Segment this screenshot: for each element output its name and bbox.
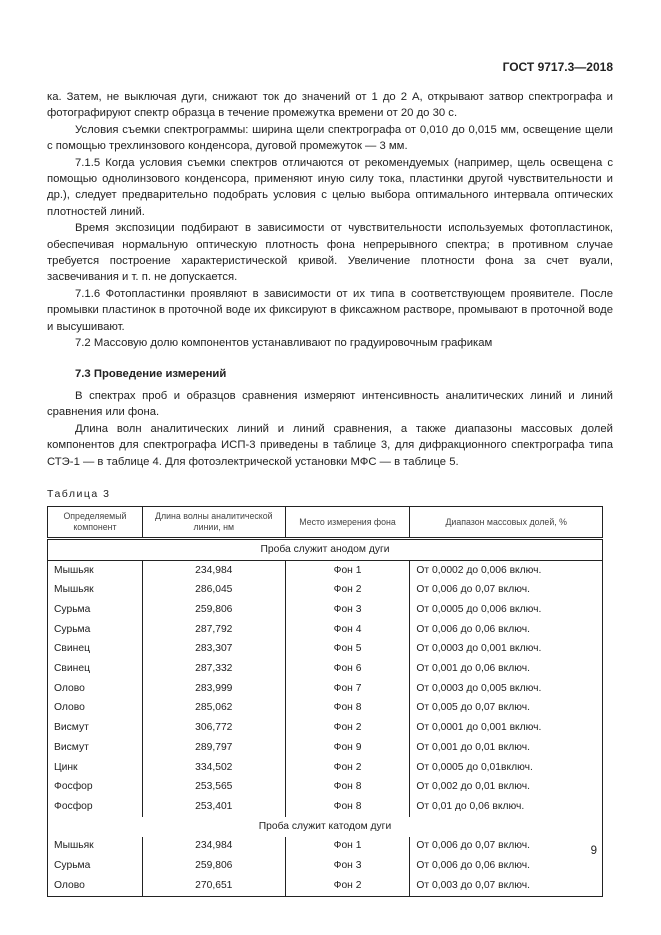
table-header-row (48, 507, 603, 539)
table-cell: От 0,005 до 0,07 включ. (410, 699, 603, 719)
table-cell: Висмут (48, 719, 143, 739)
table-cell: Фон 2 (285, 719, 410, 739)
table-cell: 234,984 (142, 837, 285, 857)
table-cell: Свинец (48, 659, 143, 679)
table-cell: Фон 3 (285, 600, 410, 620)
table-cell: От 0,001 до 0,06 включ. (410, 659, 603, 679)
table-cell: Фон 2 (285, 581, 410, 601)
table-cell: Фон 1 (285, 561, 410, 581)
paragraph: ка. Затем, не выключая дуги, снижают ток до значений от 1 до 2 А, открывают затвор спектрографа и фотографируют спектр образца в течение промежутка времени от 20 до 30 с. (47, 91, 613, 120)
table-cell: Олово (48, 699, 143, 719)
table-row (48, 600, 603, 620)
table-section-row (48, 817, 603, 837)
table-cell: 287,792 (142, 620, 285, 640)
table-cell: От 0,0003 до 0,001 включ. (410, 640, 603, 660)
paragraph: Время экспозиции подбирают в зависимости от чувствительности используемых фотопластинок, обеспечивая нормальную оптическую плотность фона непрерывного спектра; в противном случае требуется построение характеристической кривой. Увеличение плотности фона за счет вуали, засвечивания и т. п. не допускается. (47, 222, 613, 284)
table-row (48, 699, 603, 719)
table-row (48, 620, 603, 640)
paragraph: 7.1.6 Фотопластинки проявляют в зависимости от их типа в соответствующем проявителе. После промывки пластинок в проточной воде их фиксируют в фиксажном растворе, промывают в проточной воде и высушивают. (47, 287, 613, 333)
table-cell: От 0,006 до 0,07 включ. (410, 837, 603, 857)
table-cell: Фон 8 (285, 797, 410, 817)
table-cell: Фон 2 (285, 758, 410, 778)
paragraph: Условия съемки спектрограммы: ширина щели спектрографа от 0,010 до 0,015 мм, освещение щели с помощью трехлинзового конденсора, дуговой промежуток — 3 мм. (47, 123, 613, 153)
table-cell: 234,984 (142, 561, 285, 581)
table-row (48, 719, 603, 739)
table-row (48, 561, 603, 581)
table-cell: 289,797 (142, 738, 285, 758)
table-cell: 287,332 (142, 659, 285, 679)
table-cell: 286,045 (142, 581, 285, 601)
table-cell: Фон 5 (285, 640, 410, 660)
table-cell: 334,502 (142, 758, 285, 778)
column-header: Определяемый компонент (48, 507, 143, 539)
table-cell: Фон 7 (285, 679, 410, 699)
table-cell: 259,806 (142, 600, 285, 620)
section-title: Проба служит анодом дуги (48, 539, 603, 561)
table-row (48, 837, 603, 857)
table-cell: Фон 9 (285, 738, 410, 758)
table-cell: 270,651 (142, 876, 285, 896)
table-row (48, 856, 603, 876)
table-cell: Фон 3 (285, 856, 410, 876)
table-row (48, 581, 603, 601)
table-cell: Фон 6 (285, 659, 410, 679)
table-row (48, 738, 603, 758)
section-title: Проба служит катодом дуги (48, 817, 603, 837)
table-cell: Фон 2 (285, 876, 410, 896)
table-cell: Сурьма (48, 600, 143, 620)
table-cell: От 0,0005 до 0,01включ. (410, 758, 603, 778)
table-cell: От 0,0001 до 0,001 включ. (410, 719, 603, 739)
paragraph: Длина волн аналитических линий и линий сравнения, а также диапазоны массовых долей компонентов для спектрографа ИСП-3 приведены в таблице 3, для дифракционного спектрографа типа СТЭ-1 — в таблице 4. Для фотоэлектрической установки МФС — в таблице 5. (47, 422, 613, 468)
table-cell: 283,307 (142, 640, 285, 660)
table-cell: 283,999 (142, 679, 285, 699)
section-heading: 7.3 Проведение измерений (75, 367, 227, 380)
table-row (48, 876, 603, 896)
table-cell: Сурьма (48, 856, 143, 876)
column-header: Длина волны аналитической линии, нм (142, 507, 285, 539)
table-cell: Фон 1 (285, 837, 410, 857)
table-cell: Мышьяк (48, 581, 143, 601)
table-cell: 259,806 (142, 856, 285, 876)
table-cell: От 0,0005 до 0,006 включ. (410, 600, 603, 620)
table-cell: От 0,006 до 0,06 включ. (410, 856, 603, 876)
document-header: ГОСТ 9717.3—2018 (502, 60, 613, 74)
table-cell: Висмут (48, 738, 143, 758)
table-row (48, 778, 603, 798)
page-body (47, 89, 613, 897)
table-cell: Сурьма (48, 620, 143, 640)
table-cell: Фосфор (48, 797, 143, 817)
table-cell: Фон 8 (285, 699, 410, 719)
page-number: 9 (590, 845, 597, 857)
table-row (48, 758, 603, 778)
table-row (48, 679, 603, 699)
table-cell: От 0,006 до 0,07 включ. (410, 581, 603, 601)
table-cell: Олово (48, 876, 143, 896)
data-table (47, 506, 603, 896)
table-cell: Олово (48, 679, 143, 699)
table-cell: От 0,01 до 0,06 включ. (410, 797, 603, 817)
table-row (48, 797, 603, 817)
table-cell: Мышьяк (48, 837, 143, 857)
table-cell: 253,401 (142, 797, 285, 817)
table-section-row (48, 539, 603, 561)
table-cell: 285,062 (142, 699, 285, 719)
table-caption: Таблица 3 (47, 487, 111, 500)
table-cell: От 0,003 до 0,07 включ. (410, 876, 603, 896)
table-cell: Свинец (48, 640, 143, 660)
table-cell: 253,565 (142, 778, 285, 798)
table-row (48, 659, 603, 679)
paragraph: 7.1.5 Когда условия съемки спектров отличаются от рекомендуемых (например, щель освещена с помощью однолинзового конденсора, применяют иную силу тока, пластинки другой чувствительности и др.), следует предварительно подобрать условия с целью выбора оптимального интервала оптических плотностей линий. (47, 156, 613, 218)
table-cell: От 0,006 до 0,06 включ. (410, 620, 603, 640)
table-cell: От 0,001 до 0,01 включ. (410, 738, 603, 758)
column-header: Диапазон массовых долей, % (410, 507, 603, 539)
table-cell: От 0,0003 до 0,005 включ. (410, 679, 603, 699)
table-row (48, 640, 603, 660)
column-header: Место измерения фона (285, 507, 410, 539)
table-cell: От 0,002 до 0,01 включ. (410, 778, 603, 798)
table-cell: Мышьяк (48, 561, 143, 581)
table-cell: Фон 8 (285, 778, 410, 798)
paragraph: В спектрах проб и образцов сравнения измеряют интенсивность аналитических линий и линий сравнения или фона. (47, 389, 613, 419)
table-cell: Фосфор (48, 778, 143, 798)
table-cell: От 0,0002 до 0,006 включ. (410, 561, 603, 581)
table-cell: 306,772 (142, 719, 285, 739)
table-cell: Цинк (48, 758, 143, 778)
table-cell: Фон 4 (285, 620, 410, 640)
paragraph: 7.2 Массовую долю компонентов устанавливают по градуировочным графикам (75, 337, 493, 350)
